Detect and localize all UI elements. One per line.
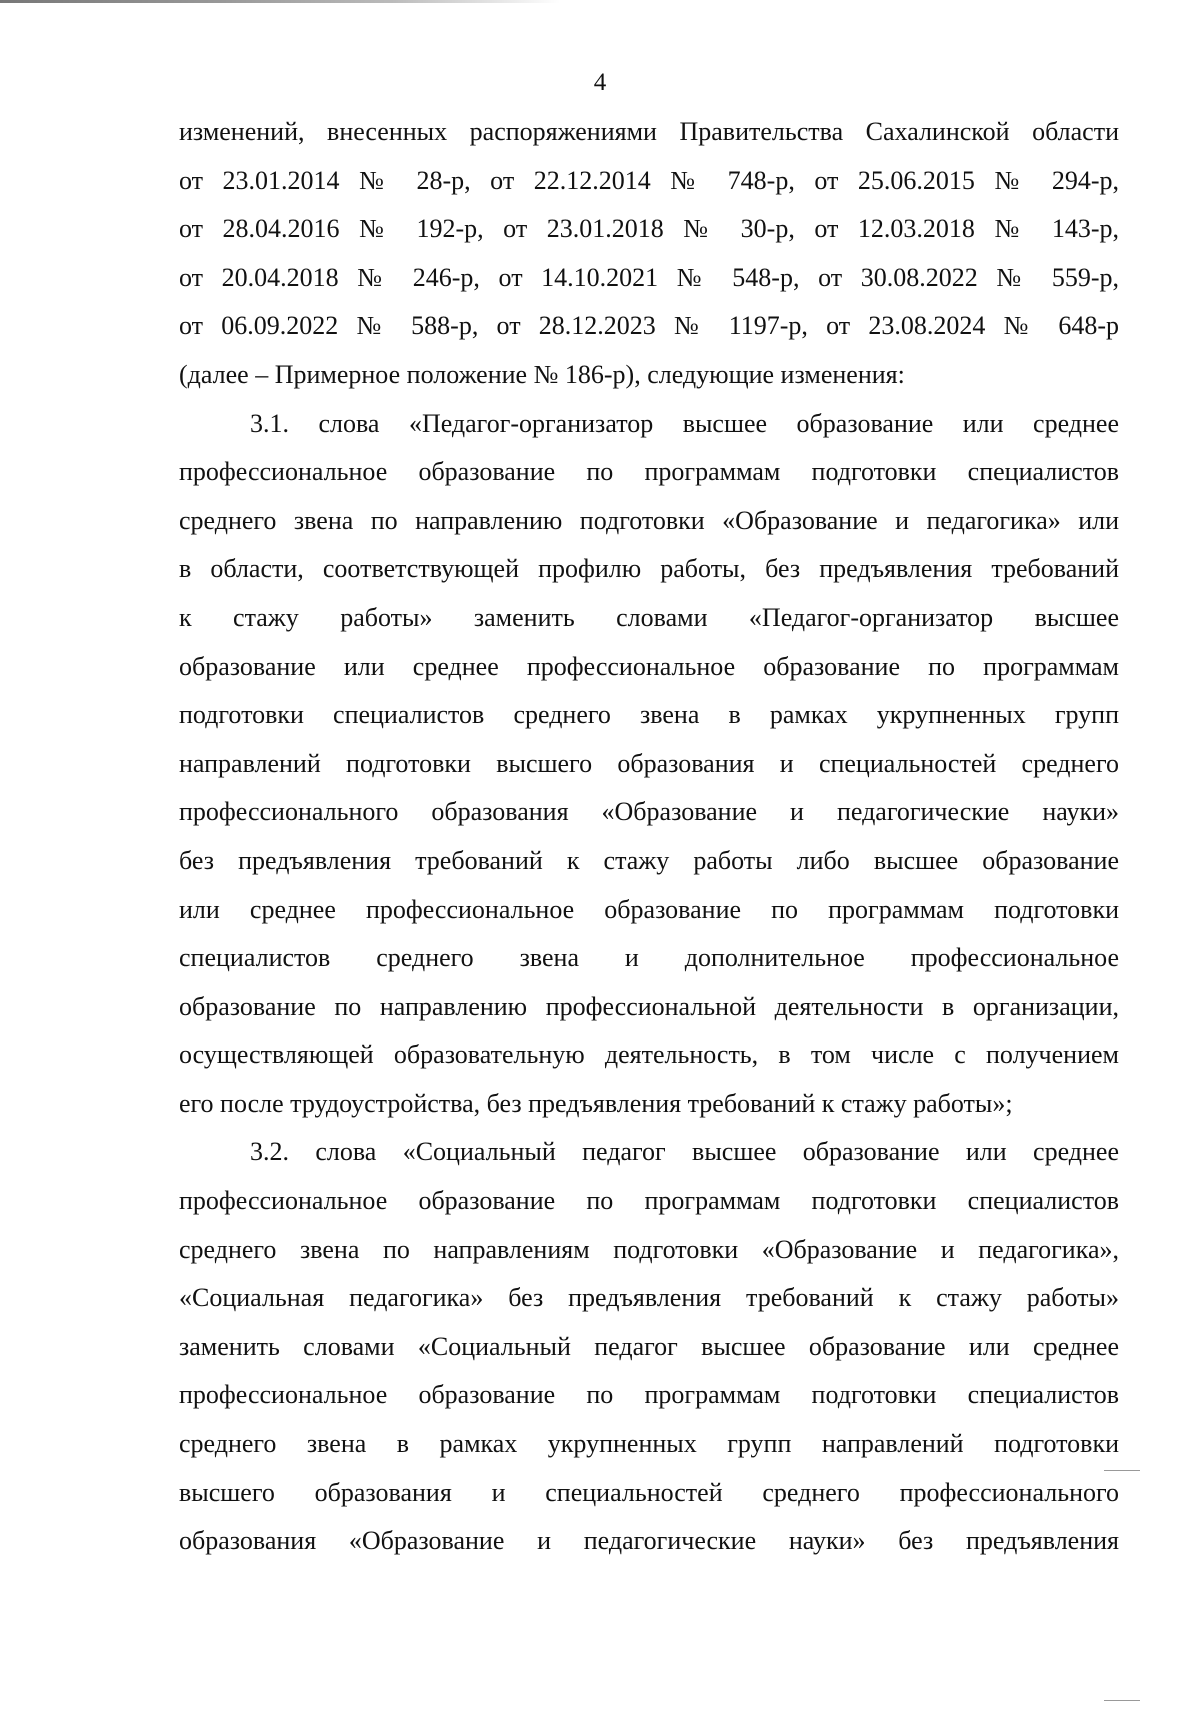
text-line: образование по направлению профессиональной деятельности в организации, xyxy=(179,991,1119,1021)
text-line: 3.1. слова «Педагог-организатор высшее образование или среднее xyxy=(250,408,1119,438)
text-line: или среднее профессиональное образование по программам подготовки xyxy=(179,894,1119,924)
text-line: от 23.01.2014 № 28-р, от 22.12.2014 № 748-р, от 25.06.2015 № 294-р, xyxy=(179,165,1119,195)
text-line: образования «Образование и педагогические науки» без предъявления xyxy=(179,1526,1119,1556)
text-line: 3.2. слова «Социальный педагог высшее образование или среднее xyxy=(250,1137,1119,1167)
text-line: среднего звена по направлению подготовки «Образование и педагогика» или xyxy=(179,505,1119,535)
text-line: без предъявления требований к стажу работы либо высшее образование xyxy=(179,845,1119,875)
document-body xyxy=(179,108,1119,1566)
page-number: 4 xyxy=(593,69,607,96)
text-line: (далее – Примерное положение № 186-р), следующие изменения: xyxy=(179,359,905,389)
text-line: образование или среднее профессиональное образование по программам xyxy=(179,651,1119,681)
text-line: его после трудоустройства, без предъявления требований к стажу работы»; xyxy=(179,1088,1013,1118)
text-line: осуществляющей образовательную деятельность, в том числе с получением xyxy=(179,1040,1119,1070)
text-line: профессиональное образование по программам подготовки специалистов xyxy=(179,457,1119,487)
text-line: от 28.04.2016 № 192-р, от 23.01.2018 № 30-р, от 12.03.2018 № 143-р, xyxy=(179,214,1119,244)
text-line: профессионального образования «Образование и педагогические науки» xyxy=(179,797,1119,827)
text-line: в области, соответствующей профилю работы, без предъявления требований xyxy=(179,554,1119,584)
text-line: изменений, внесенных распоряжениями Правительства Сахалинской области xyxy=(179,117,1119,146)
text-line: высшего образования и специальностей среднего профессионального xyxy=(179,1477,1119,1507)
text-line: к стажу работы» заменить словами «Педагог-организатор высшее xyxy=(179,602,1119,632)
text-line: заменить словами «Социальный педагог высшее образование или среднее xyxy=(179,1331,1119,1361)
text-line: от 20.04.2018 № 246-р, от 14.10.2021 № 548-р, от 30.08.2022 № 559-р, xyxy=(179,262,1119,292)
text-line: среднего звена в рамках укрупненных групп направлений подготовки xyxy=(179,1429,1119,1459)
text-line: направлений подготовки высшего образования и специальностей среднего xyxy=(179,748,1119,778)
text-line: специалистов среднего звена и дополнительное профессиональное xyxy=(179,943,1119,973)
scan-top-edge xyxy=(0,0,560,3)
scan-mark xyxy=(1104,1700,1140,1701)
text-line: среднего звена по направлениям подготовки «Образование и педагогика», xyxy=(179,1234,1119,1264)
text-line: от 06.09.2022 № 588-р, от 28.12.2023 № 1197-р, от 23.08.2024 № 648-р xyxy=(179,311,1119,341)
text-line: подготовки специалистов среднего звена в рамках укрупненных групп xyxy=(179,700,1119,730)
text-line: профессиональное образование по программам подготовки специалистов xyxy=(179,1186,1119,1216)
text-line: профессиональное образование по программам подготовки специалистов xyxy=(179,1380,1119,1410)
text-line: «Социальная педагогика» без предъявления требований к стажу работы» xyxy=(179,1283,1119,1313)
